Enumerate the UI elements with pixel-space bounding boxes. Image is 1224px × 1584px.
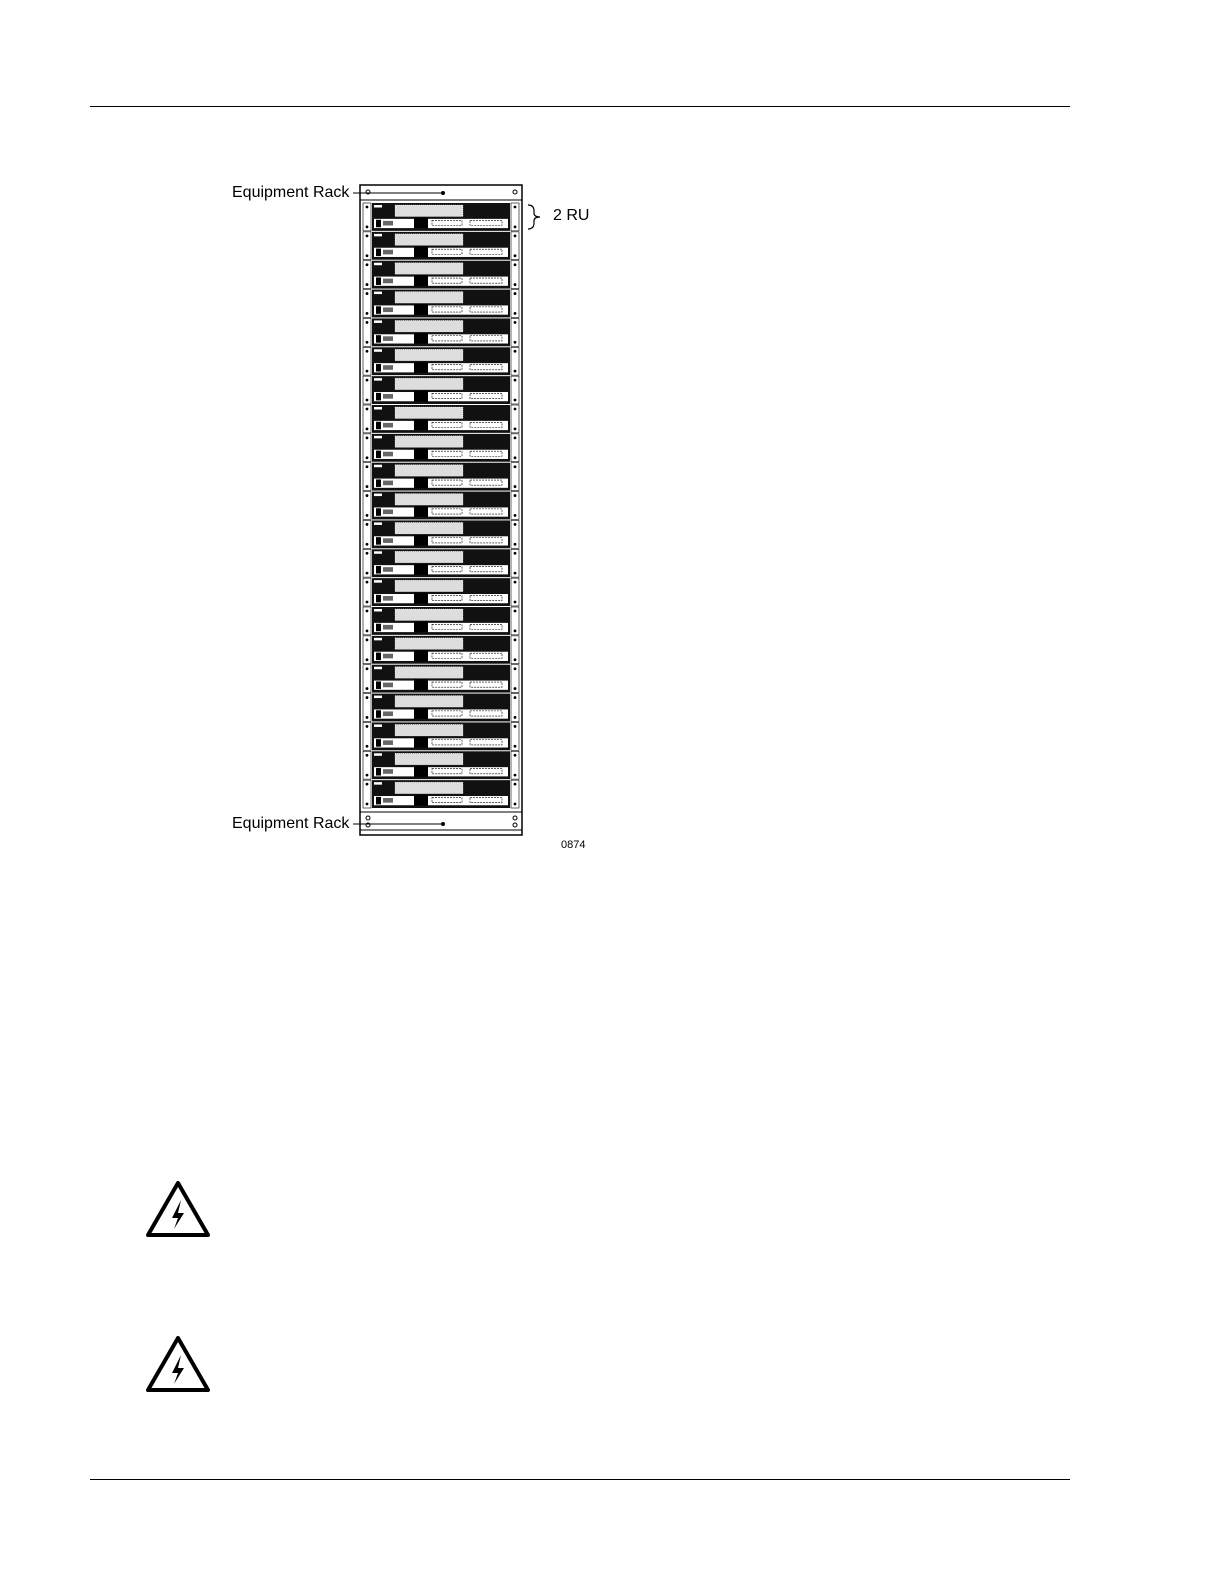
rack-screw [513,816,517,820]
electrical-hazard-icon [145,1180,211,1238]
rack-unit [363,261,519,289]
rack-unit [363,376,519,404]
rack-screw [513,190,517,194]
figure-number: 0874 [561,839,586,851]
rack-unit [363,578,519,606]
unit-height-brace [528,205,540,229]
equipment-rack-label-top: Equipment Rack [232,184,350,201]
rack-unit [363,232,519,260]
rack-unit [363,290,519,318]
top-leader-dot [441,191,445,195]
warning-block-1 [145,1180,211,1243]
rack-units [363,203,519,808]
rack-screw [366,816,370,820]
footer-rule [90,1479,1070,1480]
rack-unit [363,780,519,808]
rack-unit [363,520,519,548]
rack-unit [363,434,519,462]
warning-block-2 [145,1335,211,1398]
electrical-hazard-icon [145,1335,211,1393]
rack-unit [363,722,519,750]
equipment-rack-label-bottom: Equipment Rack [232,815,350,832]
rack-unit [363,463,519,491]
rack-screw [513,823,517,827]
rack-unit [363,492,519,520]
rack-unit [363,549,519,577]
header-rule [90,106,1070,107]
rack-unit [363,405,519,433]
unit-height-label: 2 RU [553,207,590,224]
rack-unit [363,607,519,635]
rack-unit [363,318,519,346]
rack-unit [363,694,519,722]
rack-unit [363,665,519,693]
rack-unit [363,636,519,664]
bottom-leader-dot [441,822,445,826]
rack-unit [363,347,519,375]
rack-illustration [350,180,600,840]
rack-unit [363,751,519,779]
rack-unit [363,203,519,231]
